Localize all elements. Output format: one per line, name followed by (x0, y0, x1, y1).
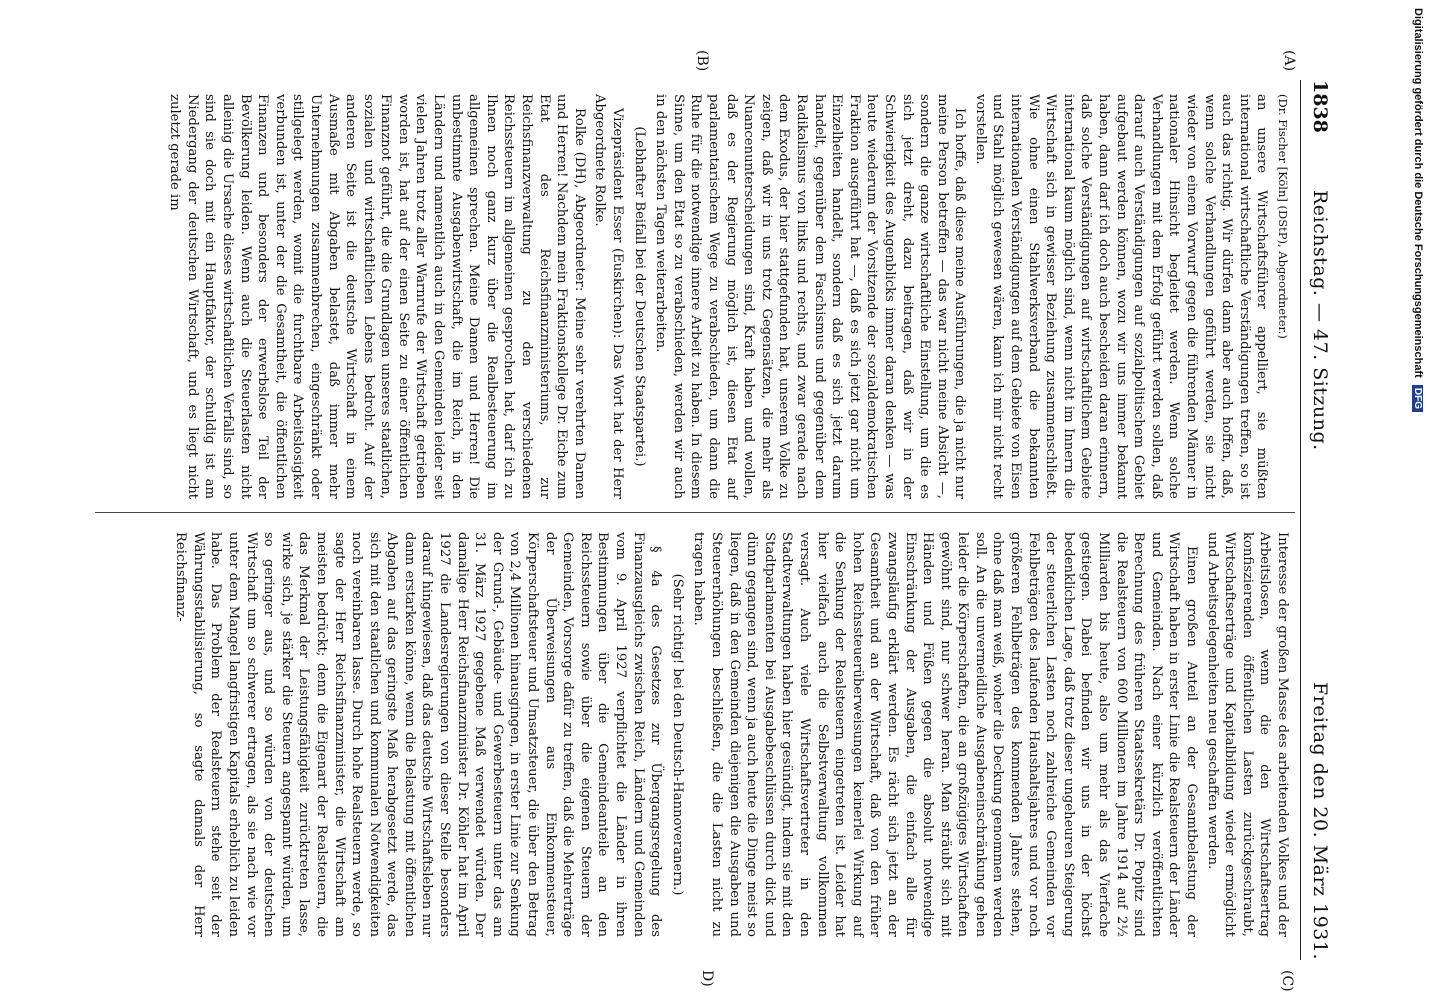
margin-mark-d: D) (699, 970, 715, 987)
dfg-logo: DFG (1412, 385, 1423, 412)
left-column (163, 94, 1291, 499)
rotated-page (75, 50, 1335, 1000)
session-date: Freitag den 20. März 1931. (1309, 682, 1331, 960)
right-column (169, 532, 1291, 937)
header-rule (1300, 80, 1301, 960)
session-title: Reichstag. — 47. Sitzung. (1309, 190, 1331, 451)
applause-note: (Lebhafter Beifall bei der Deutschen Staatspartei.) (631, 126, 647, 467)
paragraph: Vizepräsident Esser (Euskirchen): Das Wort hat der Herr Abgeordnete Rolke. (592, 94, 626, 499)
paragraph: Einen großen Anteil an der Gesamtbelastung der Wirtschaft haben in erster Linie die Realsteuern der Länder und Gemeinden. Nach einer kürzlich veröffentlichten Berechnung des früheren Staatssekretärs Dr. Popitz sind die Realsteuern von 600 Millionen im Jahre 1914 auf 2½ Milliarden bis heute, also um mehr als das Vierfache gestiegen. Dabei befinden wir uns in der höchst bedenklichen Lage, daß trotz dieser ungeheuren Steigerung der steuerlichen Lasten noch zahlreiche Gemeinden vor Fehlbeträgen des laufenden Haushaltsjahres und vor noch größeren Fehlbeträgen des kommenden Jahres stehen, ohne daß man weiß, woher die Deckung genommen werden soll. An die unvermeidliche Ausgabeneinschränkung gehen leider die Körperschaften, die an großzügiges Wirtschaften gewöhnt sind, nur schwer heran. Man sträubt sich mit Händen und Füßen gegen die absolut notwendige Einschränkung der Ausgaben, die einfach alle für zwangsläufig erklärt werden. Es rächt sich jetzt an der Gesamtheit und an der Wirtschaft, daß von den früher hohen Reichssteuerüberweisungen keinerlei Wirkung auf die Senkung der Realsteuern eingetreten ist. Leider hat hier vielfach auch die Selbstverwaltung vollkommen versagt. Auch viele Wirtschaftsvertreter in den Stadtverwaltungen haben hier gesündigt, indem sie mit den Stadtparlamenten bei Ausgabebeschlüssen durch dick und dünn gegangen sind, wenn ja auch heute die Dinge meist so liegen, daß in den Gemeinden diejenigen die Ausgaben und Steuererhöhungen beschließen, die die Lasten nicht zu tragen haben. (691, 532, 1200, 938)
column-divider (95, 512, 1295, 513)
paragraph: Rolke (DH), Abgeordneter: Meine sehr verehrten Damen und Herren! Nachdem mein Fraktionskollege Dr. Eiche zum Etat des Reichsfinanzministeriums, zur Reichsfinanzverwaltung zu den verschiedenen Reichssteuern im allgemeinen gesprochen hat, darf ich zu Ihnen noch ganz kurz über die Realbesteuerung im allgemeinen sprechen. Meine Damen und Herren! Die unbestimmte Ausgabenwirtschaft, die im Reich, in den Ländern und namentlich auch in den Gemeinden leider seit vielen Jahren trotz aller Warnrufe der Wirtschaft getrieben worden ist, hat auf der einen Seite zu einer öffentlichen Finanznot geführt, die die Grundlagen unseres staatlichen, sozialen und wirtschaftlichen Lebens bedroht. Auf der anderen Seite ist die deutsche Wirtschaft in einem Ausmaße mit Abgaben belastet, daß immer mehr Unternehmungen zusammenbrechen, eingeschränkt oder stillgelegt werden, womit die furchtbare Arbeitslosigkeit verbunden ist, unter der die Gesamtheit, die öffentlichen Finanzen und besonders der erwerbslose Teil der Bevölkerung leiden. Wenn auch die Steuerlasten nicht alleinig die Ursache dieses wirtschaftlichen Verfalls sind, so sind sie doch mit ein Hauptfaktor, der schuldig ist am Niedergang der deutschen Wirtschaft, und es liegt nicht zuletzt gerade im (167, 94, 587, 499)
page-number: 1838 (1309, 80, 1331, 133)
paragraph: Interesse der großen Masse des arbeitenden Volkes und der Arbeitslosen, wenn die den Wirtschaftsertrag konfiszierenden öffentlichen Lasten zurückgeschraubt, Wirtschaftserträge und Kapitalbildung wieder ermöglicht und Arbeitsgelegenheiten neu geschaffen werden. (1204, 532, 1290, 937)
paragraph: Ich hoffe, daß diese meine Ausführungen, die ja nicht nur meine Person betreffen — das war nicht meine Absicht —, sondern die ganze wirtschaftliche Einstellung, um die es sich jetzt dreht, dazu beitragen, daß wir in der Schwierigkeit des Augenblicks immer daran denken — was heute wiederum der Vorsitzende der sozialdemokratischen Fraktion ausgeführt hat —, daß es sich jetzt gar nicht um Einzelheiten handelt, sondern daß es sich jetzt darum handelt, gegenüber dem Faschismus und gegenüber dem Radikalismus von links und rechts, und zwar gerade nach dem Exodus, der hier stattgefunden hat, unserem Volke zu zeigen, daß wir in uns trotz Gegensätzen, die mehr als Nuancenunterscheidungen sind, Kraft haben und wollen, daß es der Regierung möglich ist, diesen Etat auf parlamentarischem Wege zu verabschieden, um dann die Ruhe für die notwendige innere Arbeit zu haben. In diesem Sinne, um den Etat so zu verabschieden, werden wir auch in den nächsten Tagen weiterarbeiten. (653, 94, 968, 499)
speaker-continuation: (Dr. Fischer [Köln] (DStP), Abgeordneter.) (1276, 94, 1290, 339)
digitization-credit (1408, 8, 1424, 988)
margin-mark-b: (B) (694, 50, 710, 72)
margin-mark-c: (C) (1279, 970, 1295, 992)
applause-note: (Sehr richtig! bei den Deutsch-Hannoveranern.) (669, 573, 685, 896)
credit-text: Digitalisierung gefördert durch die Deutsche Forschungsgemeinschaft (1412, 8, 1424, 378)
page-header (1301, 80, 1335, 1000)
paragraph: an unsere Wirtschaftsführer appelliert, sie müßten international wirtschaftliche Verständigungen treffen, so ist auch das richtig. Wir dürfen dann aber auch hoffen, daß, wenn solche Verhandlungen geführt werden, sie nicht wieder von einem Vorwurf gegen die führenden Männer in nationaler Hinsicht begleitet werden. Wenn solche Verhandlungen mit dem Erfolg geführt werden sollen, daß darauf auch Verständigungen auf sozialpolitischem Gebiet aufgebaut werden können, wozu wir uns immer bekannt haben, dann darf ich doch auch bescheiden daran erinnern, daß solche Verständigungen auf wirtschaftlichem Gebiete international kaum möglich sind, wenn nicht im Innern die Wirtschaft sich in gewisser Beziehung zusammenschließt. Wie ohne einen Stahlwerksverband die bekannten internationalen Verständigungen auf dem Gebiete von Eisen und Stahl möglich gewesen wären, kann ich mir nicht recht vorstellen. (972, 94, 1270, 499)
paragraph: § 4a des Gesetzes zur Übergangsregelung des Finanzausgleichs zwischen Reich, Ländern und Gemeinden vom 9. April 1927 verpflichtet die Länder in ihren Bestimmungen über die Gemeindeanteile an den Reichssteuern sowie über die eigenen Steuern der Gemeinden, Vorsorge dafür zu treffen, daß die Mehrerträge der Überweisungen aus Einkommensteuer, Körperschaftsteuer und Umsatzsteuer, die über den Betrag von 2,4 Millionen hinausgingen, in erster Linie zur Senkung der Grund-, Gebäude- und Gewerbesteuern unter das am 31. März 1927 gegebene Maß verwendet würden. Der damalige Herr Reichsfinanzminister Dr. Köhler hat im April 1927 die Landesregierungen von dieser Stelle besonders darauf hingewiesen, daß das deutsche Wirtschaftsleben nur dann erstarken könne, wenn die Belastung mit öffentlichen Abgaben auf das geringste Maß herabgesetzt werde, das sich mit den staatlichen und kommunalen Notwendigkeiten noch vereinbaren lasse. Durch hohe Realsteuern werde, so sagte der Herr Reichsfinanzminister, die Wirtschaft am meisten bedrückt; denn die Eigenart der Realsteuern, die das Merkmal der Leistungsfähigkeit zurücktreten lasse, wirke sich, je stärker die Steuern angespannt würden, um so geringer aus, und so würden von der deutschen Wirtschaft um so schwerer ertragen, als sie nach wie vor unter dem Mangel langfristigen Kapitals erheblich zu leiden habe. Das Problem der Realsteuern stehe seit der Währungsstabilisierung, so sagte damals der Herr Reichsfinanz- (173, 532, 664, 937)
margin-mark-a: (A) (1281, 50, 1297, 72)
